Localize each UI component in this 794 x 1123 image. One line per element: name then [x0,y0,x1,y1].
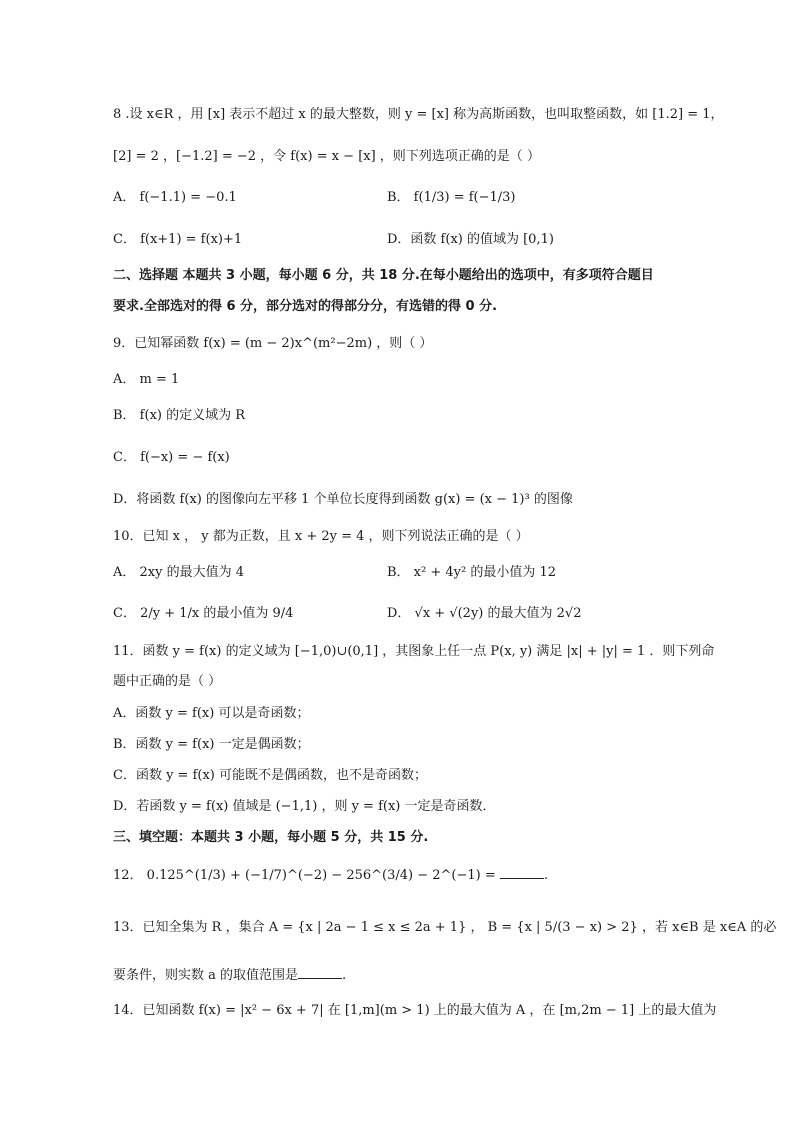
q8-stem-line-2: [2] = 2 ，[−1.2] = −2 ，令 f(x) = x − [x] ，则下列选项正确的是（ ） [113,149,540,164]
q8-option-a: A． f(−1.1) = −0.1 [113,190,237,205]
q11-stem-line-2: 题中正确的是（ ） [113,674,222,689]
q9-option-c: C． f(−x) = − f(x) [113,450,230,465]
section3-header: 三、填空题：本题共 3 小题，每小题 5 分，共 15 分. [113,830,429,845]
q8-option-b: B． f(1/3) = f(−1/3) [387,190,516,205]
q13-end: . [342,968,347,983]
q10-option-c: C． 2/y + 1/x 的最小值为 9/4 [113,606,294,621]
q13-stem-line-2: 要条件，则实数 a 的取值范围是 [113,968,299,983]
q8-option-d: D．函数 f(x) 的值域为 [0,1) [387,232,554,247]
q13-answer-blank[interactable] [298,966,342,979]
q12-line [113,866,703,886]
q11-option-d: D．若函数 y = f(x) 值域是 (−1,1) ，则 y = f(x) 一定是奇函数． [113,799,496,814]
q11-stem-line-1: 11．函数 y = f(x) 的定义域为 [−1,0)∪(0,1] ，其图象上任一点 P(x, y) 满足 |x| + |y| = 1 ．则下列命 [113,644,715,659]
q12-answer-blank[interactable] [500,866,544,879]
q11-option-c: C．函数 y = f(x) 可能既不是偶函数，也不是奇函数； [113,768,427,783]
q10-stem: 10．已知 x ， y 都为正数，且 x + 2y = 4 ，则下列说法正确的是（ ） [113,529,529,544]
q9-stem: 9．已知幂函数 f(x) = (m − 2)x^(m²−2m) ，则（ ） [113,336,433,351]
q13-stem-line-1: 13．已知全集为 R ，集合 A = {x | 2a − 1 ≤ x ≤ 2a + 1} ， B = {x | 5/(3 − x) > 2} ，若 x∈B 是 x∈A 的必 [113,920,777,935]
q12-stem: 12． 0.125^(1/3) + (−1/7)^(−2) − 256^(3/4) − 2^(−1) = [113,868,496,883]
q11-option-a: A．函数 y = f(x) 可以是奇函数； [113,706,310,721]
q9-option-b: B． f(x) 的定义域为 R [113,408,246,423]
q11-option-b: B．函数 y = f(x) 一定是偶函数； [113,737,310,752]
q10-option-b: B． x² + 4y² 的最小值为 12 [387,565,557,580]
q14-stem: 14．已知函数 f(x) = |x² − 6x + 7| 在 [1,m](m > 1) 上的最大值为 A ，在 [m,2m − 1] 上的最大值为 [113,1003,717,1018]
q9-option-a: A． m = 1 [113,372,180,387]
q9-option-d: D．将函数 f(x) 的图像向左平移 1 个单位长度得到函数 g(x) = (x − 1)³ 的图像 [113,492,573,507]
q8-option-c: C． f(x+1) = f(x)+1 [113,232,243,247]
q10-option-a: A． 2xy 的最大值为 4 [113,565,245,580]
q13-line-2 [113,966,703,986]
section2-header-line-1: 二、选择题 本题共 3 小题，每小题 6 分，共 18 分.在每小题给出的选项中，有多项符合题目 [113,268,654,283]
q10-option-d: D． √x + √(2y) 的最大值为 2√2 [387,606,582,621]
q8-stem-line-1: 8 .设 x∈R ，用 [x] 表示不超过 x 的最大整数，则 y = [x] 称为高斯函数，也叫取整函数，如 [1.2] = 1， [113,107,724,122]
section2-header-line-2: 要求.全部选对的得 6 分，部分选对的得部分分，有选错的得 0 分. [113,299,498,314]
q12-end: . [543,868,549,883]
